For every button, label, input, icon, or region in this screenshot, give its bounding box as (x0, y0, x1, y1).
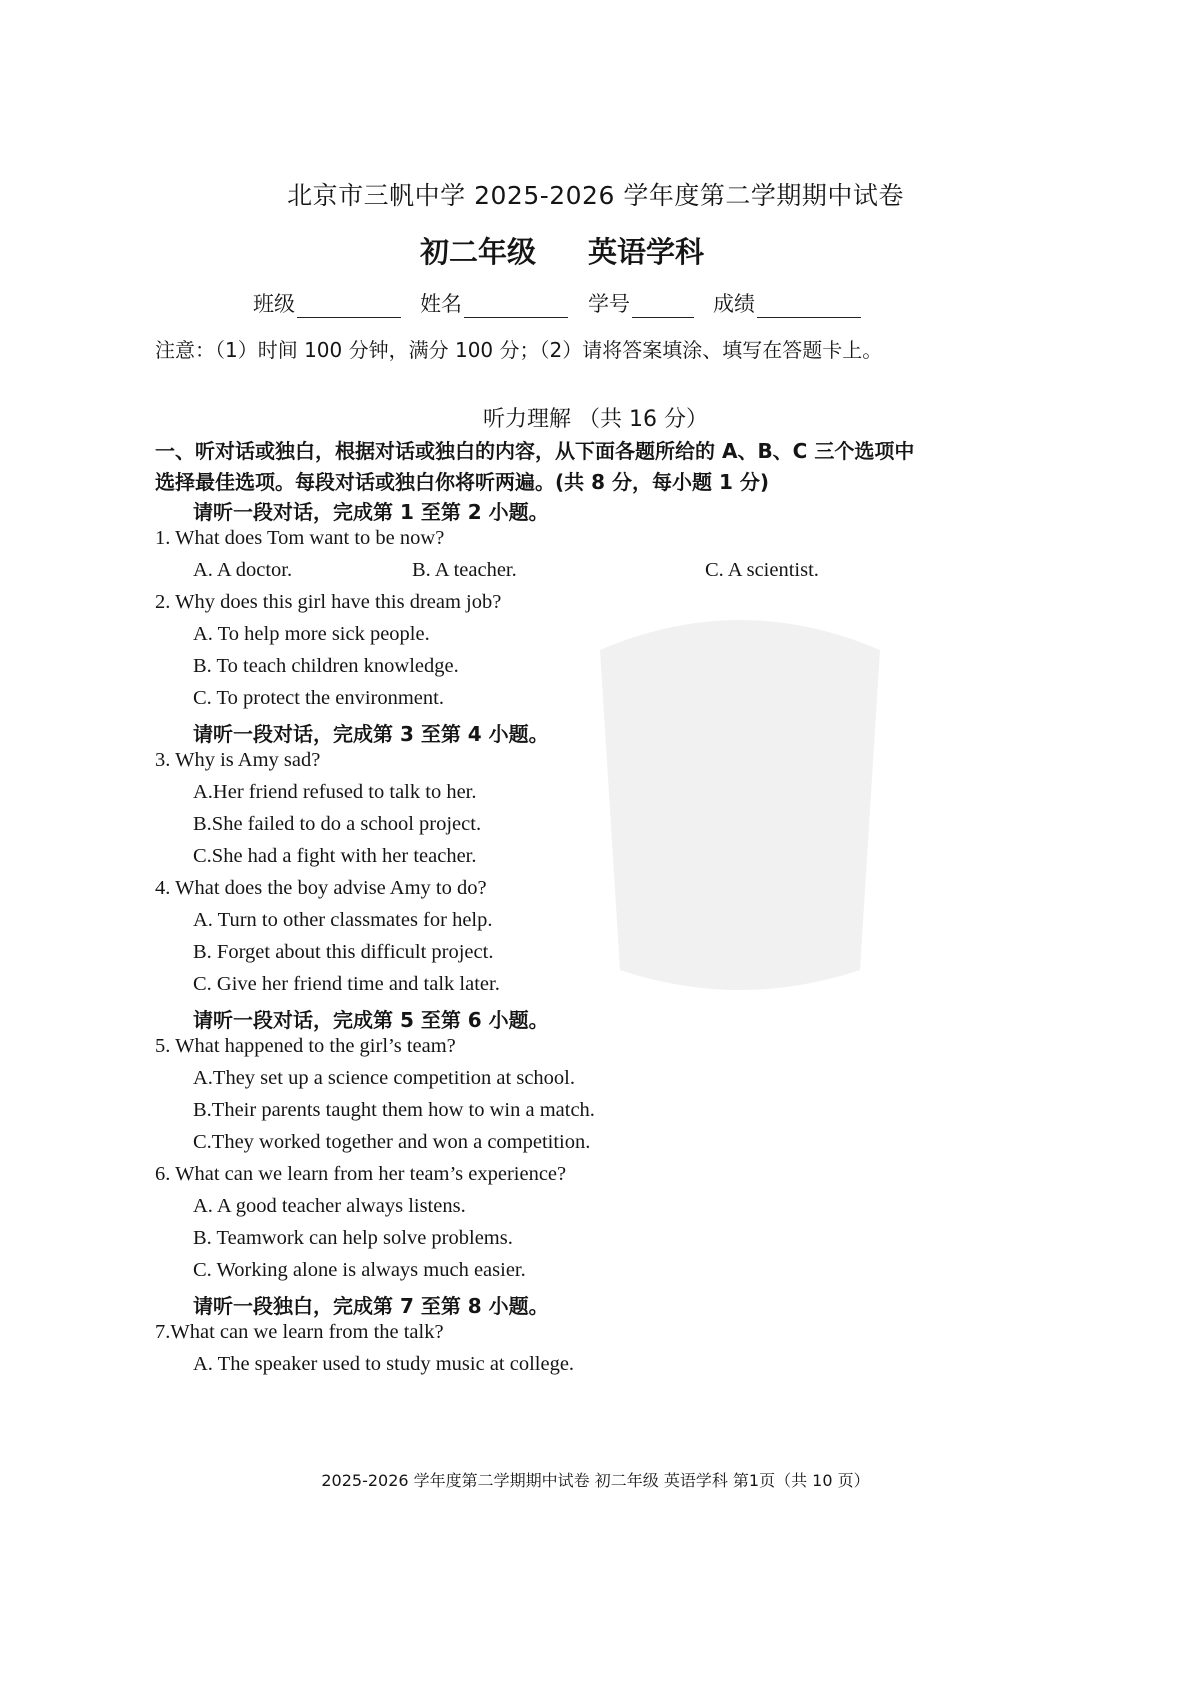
question-1: 1. What does Tom want to be now? (155, 527, 445, 549)
q5-option-a: A.They set up a science competition at school. (193, 1067, 575, 1089)
q4-option-a: A. Turn to other classmates for help. (193, 909, 493, 931)
sub-instruction-4: 请听一段独白，完成第 7 至第 8 小题。 (193, 1294, 549, 1318)
q6-option-a: A. A good teacher always listens. (193, 1195, 466, 1217)
q5-option-b: B.Their parents taught them how to win a match. (193, 1099, 595, 1121)
sub-instruction-3: 请听一段对话，完成第 5 至第 6 小题。 (193, 1008, 549, 1032)
grade-label: 初二年级 (420, 235, 537, 269)
q2-option-c: C. To protect the environment. (193, 687, 444, 709)
section-instruction-line2: 选择最佳选项。每段对话或独白你将听两遍。(共 8 分，每小题 1 分) (155, 470, 769, 494)
student-id-label: 学号 (588, 292, 630, 316)
subject-label: 英语学科 (588, 235, 705, 269)
section-title: 听力理解 （共 16 分） (483, 407, 708, 432)
q2-option-a: A. To help more sick people. (193, 623, 430, 645)
q4-option-c: C. Give her friend time and talk later. (193, 973, 500, 995)
student-id-field[interactable] (588, 288, 694, 318)
q7-option-a: A. The speaker used to study music at college. (193, 1353, 575, 1375)
q6-option-b: B. Teamwork can help solve problems. (193, 1227, 513, 1249)
name-blank[interactable] (464, 299, 568, 318)
class-label: 班级 (253, 292, 295, 316)
q3-option-a: A.Her friend refused to talk to her. (193, 781, 477, 803)
section-instruction-line1: 一、听对话或独白，根据对话或独白的内容，从下面各题所给的 A、B、C 三个选项中 (155, 439, 915, 463)
watermark-emblem-icon (560, 590, 920, 1010)
question-3: 3. Why is Amy sad? (155, 749, 321, 771)
q2-option-b: B. To teach children knowledge. (193, 655, 459, 677)
q6-option-c: C. Working alone is always much easier. (193, 1259, 526, 1281)
question-2: 2. Why does this girl have this dream job? (155, 591, 502, 613)
score-label: 成绩 (713, 292, 755, 316)
q1-option-a: A. A doctor. (193, 559, 293, 581)
page-footer: 2025-2026 学年度第二学期期中试卷 初二年级 英语学科 第1页（共 10 页） (321, 1471, 870, 1490)
question-4: 4. What does the boy advise Amy to do? (155, 877, 487, 899)
score-field[interactable] (713, 288, 861, 318)
class-blank[interactable] (297, 299, 401, 318)
name-field[interactable] (420, 288, 568, 318)
name-label: 姓名 (420, 292, 462, 316)
sub-instruction-1: 请听一段对话，完成第 1 至第 2 小题。 (193, 500, 549, 524)
student-info-row (0, 288, 1191, 318)
q1-option-b: B. A teacher. (412, 559, 517, 581)
question-5: 5. What happened to the girl’s team? (155, 1035, 456, 1057)
q4-option-b: B. Forget about this difficult project. (193, 941, 494, 963)
class-field[interactable] (253, 288, 401, 318)
question-6: 6. What can we learn from her team’s experience? (155, 1163, 567, 1185)
exam-title: 北京市三帆中学 2025-2026 学年度第二学期期中试卷 (287, 181, 904, 210)
q5-option-c: C.They worked together and won a competition. (193, 1131, 591, 1153)
sub-instruction-2: 请听一段对话，完成第 3 至第 4 小题。 (193, 722, 549, 746)
q3-option-b: B.She failed to do a school project. (193, 813, 482, 835)
score-blank[interactable] (757, 299, 861, 318)
question-7: 7.What can we learn from the talk? (155, 1321, 444, 1343)
q3-option-c: C.She had a fight with her teacher. (193, 845, 477, 867)
student-id-blank[interactable] (632, 299, 694, 318)
exam-notice: 注意：（1）时间 100 分钟，满分 100 分；（2）请将答案填涂、填写在答题卡上。 (155, 338, 883, 362)
q1-option-c: C. A scientist. (705, 559, 819, 581)
